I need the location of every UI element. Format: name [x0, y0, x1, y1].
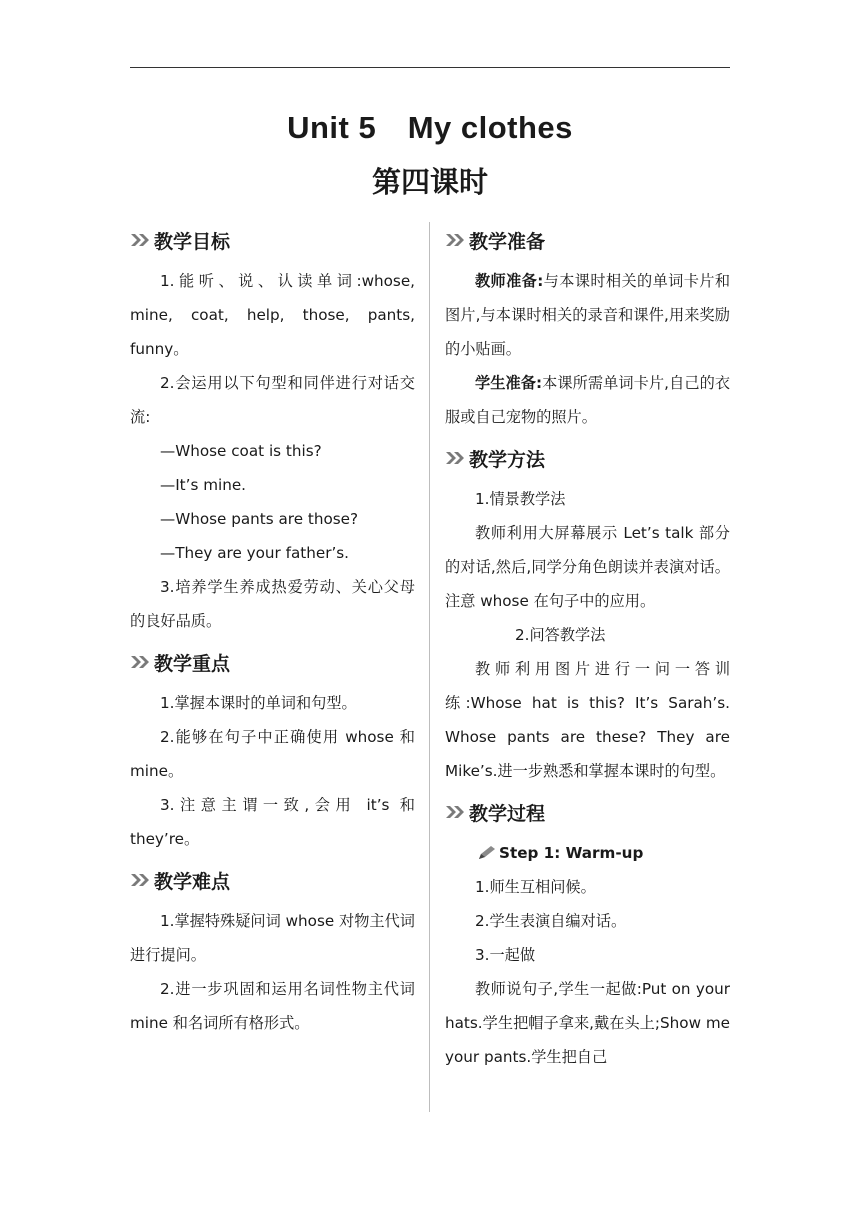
double-chevron-icon [130, 653, 152, 671]
section-heading-text: 教学准备 [469, 230, 546, 253]
section-preparation [445, 222, 730, 434]
difficulty-item: 1.掌握特殊疑问词 whose 对物主代词进行提问。 [130, 912, 415, 964]
section-process [445, 794, 730, 1074]
double-chevron-icon [130, 871, 152, 889]
section-heading-text: 教学目标 [154, 230, 231, 253]
top-rule [130, 67, 730, 68]
teacher-preparation-text: 与本课时相关的单词卡片和图片,与本课时相关的录音和课件,用来奖励的小贴画。 [445, 272, 731, 358]
method-text: 教师利用图片进行一问一答训练:Whose hat is this? It’s Sarah’s. Whose pants are these? They are Mike’s.进一步熟悉和掌握本课时的句型。 [445, 660, 730, 780]
left-column [130, 222, 415, 1040]
method-title: 2.问答教学法 [515, 626, 606, 644]
step-title: Step 1: Warm-up [499, 844, 644, 862]
section-heading-text: 教学难点 [154, 870, 231, 893]
page-title-english: Unit 5 My clothes [287, 110, 573, 145]
pen-icon [477, 845, 497, 861]
double-chevron-icon [445, 449, 467, 467]
goal-item: 2.会运用以下句型和同伴进行对话交流: [130, 374, 415, 426]
double-chevron-icon [130, 231, 152, 249]
section-difficulties [130, 862, 415, 1040]
section-heading [445, 222, 730, 258]
teacher-preparation-label: 教师准备: [475, 272, 544, 290]
step-heading [445, 836, 730, 870]
key-point-item: 3.注意主谓一致,会用 it’s 和 they’re。 [130, 796, 415, 848]
key-point-item: 1.掌握本课时的单词和句型。 [160, 694, 357, 712]
section-heading-text: 教学重点 [154, 652, 231, 675]
method-text: 教师利用大屏幕展示 Let’s talk 部分的对话,然后,同学分角色朗读并表演对话。注意 whose 在句子中的应用。 [445, 524, 730, 610]
difficulty-item: 2.进一步巩固和运用名词性物主代词 mine 和名词所有格形式。 [130, 980, 415, 1032]
dialogue-line: —It’s mine. [160, 476, 247, 494]
student-preparation-text: 本课所需单词卡片,自己的衣服或自己宠物的照片。 [445, 374, 731, 426]
section-heading-text: 教学过程 [469, 802, 546, 825]
section-heading-text: 教学方法 [469, 448, 546, 471]
process-item: 3.一起做 [475, 946, 536, 964]
method-title: 1.情景教学法 [475, 490, 566, 508]
process-item: 2.学生表演自编对话。 [475, 912, 627, 930]
student-preparation-label: 学生准备: [475, 374, 543, 392]
goal-item: 1.能听、说、认读单词:whose, mine, coat, help, those, pants, funny。 [130, 272, 415, 358]
section-teaching-goals [130, 222, 415, 638]
process-item: 教师说句子,学生一起做:Put on your hats.学生把帽子拿来,戴在头上;Show me your pants.学生把自己 [445, 980, 730, 1066]
dialogue-line: —Whose pants are those? [160, 510, 359, 528]
goal-item: 3.培养学生养成热爱劳动、关心父母的良好品质。 [130, 578, 415, 630]
dialogue-line: —They are your father’s. [160, 544, 350, 562]
section-key-points [130, 644, 415, 856]
section-heading [130, 862, 415, 898]
key-point-item: 2.能够在句子中正确使用 whose 和 mine。 [130, 728, 415, 780]
section-heading [445, 794, 730, 830]
column-divider [429, 222, 430, 1112]
dialogue-line: —Whose coat is this? [160, 442, 322, 460]
process-item: 1.师生互相问候。 [475, 878, 596, 896]
double-chevron-icon [445, 803, 467, 821]
section-heading [130, 644, 415, 680]
student-preparation [445, 366, 730, 434]
teacher-preparation [445, 264, 730, 366]
section-methods [445, 440, 730, 788]
section-heading [445, 440, 730, 476]
double-chevron-icon [445, 231, 467, 249]
right-column [445, 222, 730, 1074]
page-title-chinese: 第四课时 [371, 165, 488, 199]
section-heading [130, 222, 415, 258]
